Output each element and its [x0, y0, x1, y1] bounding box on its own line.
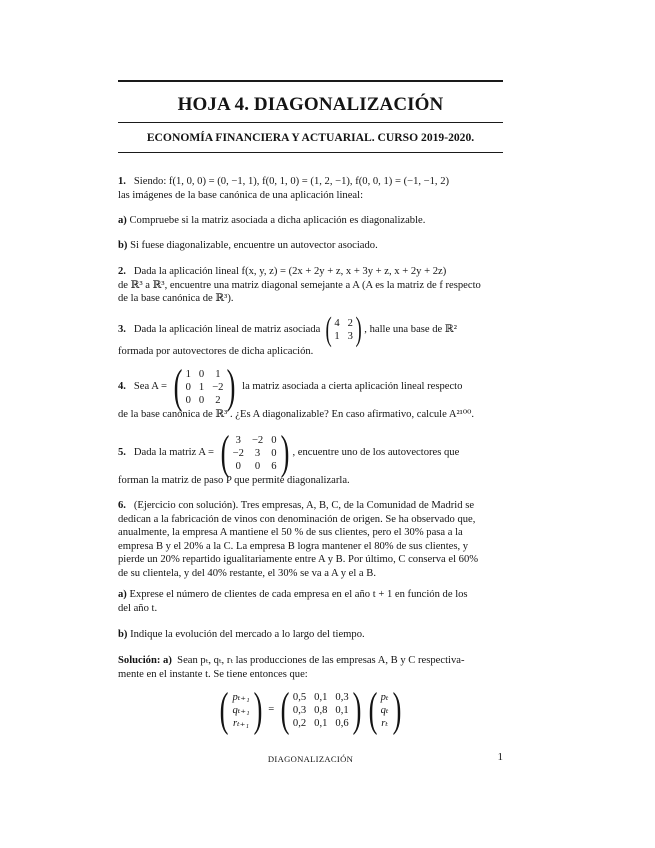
matrix-cell: 3: [347, 331, 353, 342]
problem-3-statement: Dada la aplicación lineal de matriz asociada: [133, 324, 321, 336]
part-text: Exprese el número de clientes de cada empresa en el año t + 1 en función de los: [129, 589, 468, 600]
rhs-vector: ( pₜ qₜ rₜ ): [368, 683, 401, 736]
course-subtitle: ECONOMÍA FINANCIERA Y ACTUARIAL. CURSO 2019-2020.: [146, 131, 475, 144]
problem-1-statement: Siendo: f(1, 0, 0) = (0, −1, 1), f(0, 1, 0) = (1, 2, −1), f(0, 0, 1) = (−1, −1, 2): [133, 176, 450, 187]
matrix-cell: 1: [185, 368, 191, 380]
problem-6-line: empresa B y el 20% a la C. La empresa B logra mantener el 80% de sus clientes, y: [118, 540, 469, 552]
problem-6-line: de su clientela, y del 40% restante, el 30% se va a A y el a B.: [118, 567, 376, 579]
lhs-vector: ( pₜ₊₁ qₜ₊₁ rₜ₊₁ ): [220, 683, 263, 736]
top-rule: [118, 80, 503, 82]
problem-5-statement-tail: , encuentre uno de los autovectores que: [292, 447, 460, 459]
matrix-cell: 2: [215, 394, 221, 406]
problem-4-statement: Sea A =: [133, 381, 167, 393]
title-divider: [118, 122, 503, 123]
problem-1-part-b: [118, 239, 503, 253]
solution: [118, 654, 503, 681]
matrix-3x3: ( 1 0 1 0 1 −2 0 0 2 ): [173, 360, 236, 413]
problem-6: [118, 499, 503, 581]
part-text: Compruebe si la matriz asociada a dicha aplicación es diagonalizable.: [129, 215, 426, 226]
matrix-cell: 2: [347, 318, 353, 329]
matrix-cell: 1: [334, 331, 340, 342]
transition-matrix: ( 0,5 0,1 0,3 0,3 0,8 0,1 0,2 0,1 0,6 ): [280, 683, 362, 736]
problem-6-line: pierde un 20% repartido igualitariamente entre A y B. Por último, C conserva el 60%: [118, 554, 479, 566]
matrix-cell: 0,1: [314, 691, 328, 703]
problem-5-statement-cont: forman la matriz de paso P que permite diagonalizarla.: [118, 475, 350, 486]
matrix-cell: 3: [254, 447, 261, 459]
subtitle-divider: [118, 152, 503, 153]
matrix-cell: 0: [235, 460, 241, 472]
problem-2-statement-cont: de ℝ³ a ℝ³, encuentre una matriz diagonal semejante a A (A es la matriz de f respecto: [118, 279, 481, 291]
matrix-cell: rₜ₊₁: [233, 717, 250, 729]
problem-6-line: anualmente, la empresa A mantiene el 50 % de sus clientes, pero el 30% pasa a la: [118, 527, 463, 539]
matrix-cell: 1: [215, 368, 221, 380]
matrix-cell: qₜ₊₁: [232, 704, 250, 716]
problem-5-statement: Dada la matriz A =: [133, 447, 215, 459]
matrix-cell: 0: [254, 460, 261, 472]
matrix-cell: 0: [271, 434, 277, 446]
problem-2-statement: Dada la aplicación lineal f(x, y, z) = (2x + 2y + z, x + 3y + z, x + 2y + 2z): [133, 266, 447, 277]
matrix-cell: 0,2: [292, 717, 307, 729]
problem-5: [118, 426, 503, 488]
part-text: Si fuese diagonalizable, encuentre un autovector asociado.: [130, 240, 378, 251]
matrix-cell: 0: [185, 381, 191, 393]
problem-2-statement-end: de la base canónica de ℝ³).: [118, 293, 234, 305]
problem-number: 4.: [118, 381, 126, 393]
problem-number: 1.: [118, 176, 126, 187]
running-footer: DIAGONALIZACIÓN: [267, 754, 354, 764]
matrix-cell: −2: [212, 381, 224, 393]
matrix-2x2: ( 4 2 1 3 ): [325, 311, 362, 348]
equals-sign: =: [268, 704, 275, 716]
matrix-cell: qₜ: [380, 704, 389, 716]
problem-4-statement-tail: la matriz asociada a cierta aplicación lineal respecto: [242, 381, 463, 393]
matrix-cell: 0: [271, 447, 277, 459]
solution-label: Solución:: [118, 655, 161, 666]
problem-1-part-a: [118, 214, 503, 228]
page-number: 1: [497, 751, 503, 763]
problem-3: [118, 311, 503, 359]
page-title: HOJA 4. DIAGONALIZACIÓN: [177, 94, 444, 115]
solution-text: Sean pₜ, qₜ, rₜ las producciones de las empresas A, B y C respectiva-: [177, 655, 465, 666]
matrix-cell: 0,3: [292, 704, 307, 716]
part-label: b): [118, 629, 128, 640]
problem-6-line: dedican a la fabricación de vinos con denominación de origen. Se ha observado que,: [118, 513, 476, 525]
matrix-cell: −2: [232, 447, 244, 459]
matrix-cell: 0,5: [292, 691, 307, 703]
matrix-cell: pₜ₊₁: [232, 691, 250, 703]
matrix-3x3: ( 3 −2 0 −2 3 0 0 0 6 ): [220, 426, 289, 479]
part-label: b): [118, 240, 128, 251]
matrix-cell: 4: [334, 318, 340, 329]
part-label: a): [118, 589, 127, 600]
problem-1-statement-cont: las imágenes de la base canónica de una aplicación lineal:: [118, 189, 364, 201]
matrix-cell: rₜ: [381, 717, 388, 729]
matrix-cell: 0,6: [335, 717, 349, 729]
matrix-cell: 0,3: [335, 691, 349, 703]
part-text: Indique la evolución del mercado a lo largo del tiempo.: [130, 629, 365, 640]
part-text-cont: del año t.: [118, 602, 158, 614]
matrix-cell: 3: [235, 434, 241, 446]
problem-number: 6.: [118, 500, 126, 511]
problem-number: 2.: [118, 266, 126, 277]
part-label: a): [118, 215, 127, 226]
problem-3-statement-tail: , halle una base de ℝ²: [364, 324, 457, 336]
problem-6-line: (Ejercicio con solución). Tres empresas, A, B, C, de la Comunidad de Madrid se: [133, 500, 475, 511]
problem-6-part-b: [118, 628, 503, 642]
solution-equation: [118, 683, 503, 736]
part-label: a): [163, 655, 172, 666]
solution-text-cont: mente en el instante t. Se tiene entonces que:: [118, 668, 308, 680]
matrix-cell: 0: [185, 394, 191, 406]
matrix-cell: 0: [198, 394, 205, 406]
problem-4: [118, 360, 503, 422]
matrix-cell: 6: [271, 460, 277, 472]
matrix-cell: pₜ: [380, 691, 389, 703]
problem-number: 5.: [118, 447, 126, 459]
matrix-cell: −2: [251, 434, 264, 446]
problem-6-part-a: [118, 588, 503, 615]
problem-1: [118, 175, 503, 202]
matrix-cell: 0,1: [335, 704, 349, 716]
matrix-cell: 1: [198, 381, 205, 393]
problem-4-statement-cont: de la base canónica de ℝ³ . ¿Es A diagonalizable? En caso afirmativo, calcule A²¹⁰⁰.: [118, 409, 474, 420]
matrix-cell: 0,1: [314, 717, 328, 729]
problem-2: [118, 265, 503, 306]
matrix-cell: 0,8: [314, 704, 328, 716]
problem-3-statement-cont: formada por autovectores de dicha aplicación.: [118, 346, 314, 357]
problem-number: 3.: [118, 324, 126, 336]
matrix-cell: 0: [198, 368, 205, 380]
